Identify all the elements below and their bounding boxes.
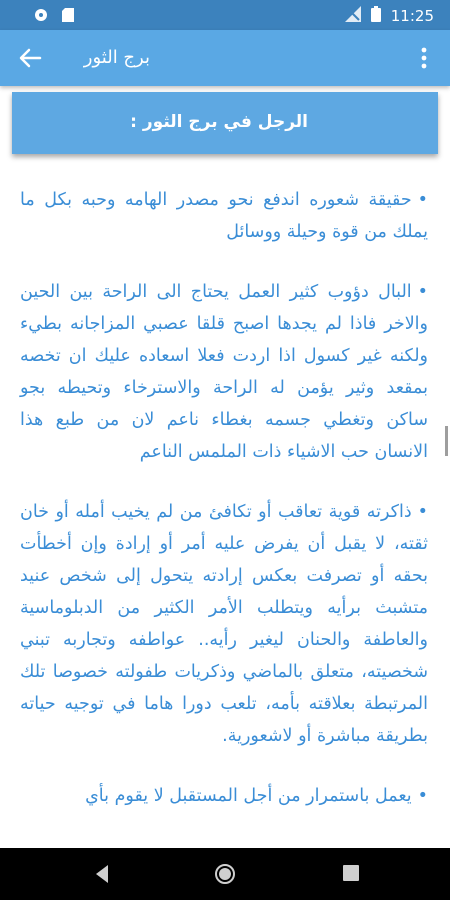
article-text xyxy=(20,184,428,840)
paragraph-text: حقيقة شعوره اندفع نحو مصدر الهامه وحبه بكل ما يملك من قوة وحيلة ووسائل xyxy=(20,190,428,242)
content-area[interactable] xyxy=(0,86,450,848)
clock: 11:25 xyxy=(390,7,434,25)
paragraph-text: يعمل باستمرار من أجل المستقبل لا يقوم بأي xyxy=(85,786,412,806)
battery-icon xyxy=(371,6,381,26)
nav-home-icon[interactable] xyxy=(213,863,237,891)
app-title: برج الثور xyxy=(83,47,150,68)
section-heading: الرجل في برج الثور : xyxy=(130,112,308,132)
bullet: • xyxy=(417,282,428,302)
section-header-card xyxy=(12,92,438,154)
bullet: • xyxy=(417,190,428,210)
paragraph-text: ذاكرته قوية تعاقب أو تكافئ من لم يخيب أمله أو خان ثقته، لا يقبل أن يفرض عليه أمر أو إرادة وإن أخطأت بحقه أو تصرفت بعكس إرادته يتحول إلى شخص عنيد متشبث برأيه ويتطلب الأمر الكثير من الدبلوماسية والعاطفة والحنان ليغير رأيه.. عواطفه وتجاربه تبني شخصيته، متعلق بالماضي وذكريات طفولته خصوصا تلك المرتبطة بعلاقته بأمه، تلعب دورا هاما في توجيه حياته بطريقة مباشرة أو لاشعورية. xyxy=(20,502,428,746)
scrollbar-thumb[interactable] xyxy=(445,426,448,456)
nav-back-icon[interactable] xyxy=(92,863,112,889)
navigation-bar xyxy=(0,848,450,900)
overflow-menu-icon[interactable] xyxy=(412,42,436,74)
nav-recents-icon[interactable] xyxy=(341,863,361,889)
paragraph xyxy=(20,780,428,812)
paragraph xyxy=(20,496,428,752)
status-bar xyxy=(0,0,450,30)
bullet: • xyxy=(417,786,428,806)
back-arrow-icon[interactable] xyxy=(14,42,46,74)
settings-icon xyxy=(34,7,48,26)
bullet: • xyxy=(417,502,428,522)
paragraph xyxy=(20,184,428,248)
app-bar xyxy=(0,30,450,86)
sd-card-icon xyxy=(62,7,74,26)
paragraph xyxy=(20,276,428,468)
paragraph-text: البال دؤوب كثير العمل يحتاج الى الراحة بين الحين والاخر فاذا لم يجدها اصبح قلقا عصبي المزاجانه بطيء ولكنه غير كسول اذا اردت فعلا اسعاده عليك ان تخصه بمقعد وثير يؤمن له الراحة والاسترخاء وتحيطه بجو ساكن وتغطي جسمه بغطاء ناعم لان من طبع هذا الانسان حب الاشياء ذات الملمس الناعم xyxy=(20,282,428,462)
signal-icon xyxy=(345,6,361,26)
